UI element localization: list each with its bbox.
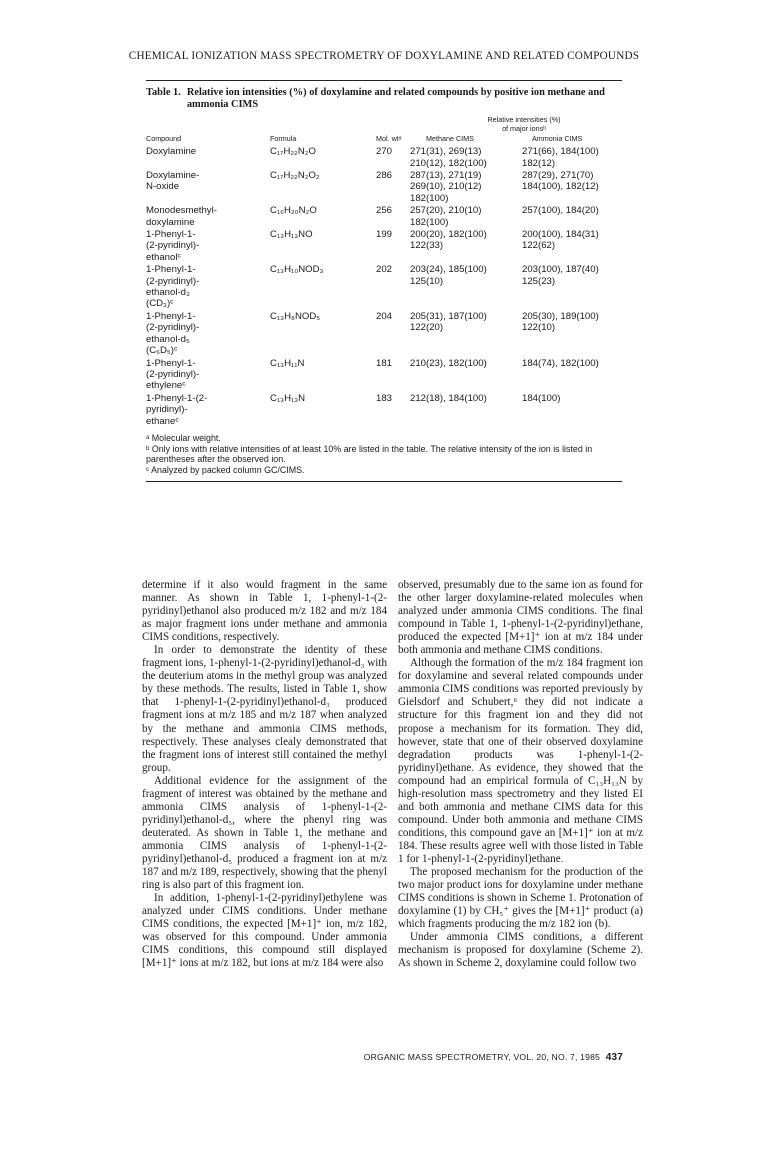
table-row [146,228,622,263]
cell-ammonia-line: 122(10) [522,322,556,334]
cell-compound-line: ethanol-d₅ [146,333,190,345]
journal-citation: ORGANIC MASS SPECTROMETRY, VOL. 20, NO. 7, 1985 [363,1052,601,1062]
cell-methane-line: 210(23), 182(100) [410,357,487,369]
table-top-rule [146,80,622,81]
cell-mol-wt: 286 [376,170,393,181]
cell-compound [146,169,264,204]
paragraph: Additional evidence for the assignment of the fragment of interest was obtained by the methane and ammonia CIMS analysis of 1-phenyl-1-(2-pyridinyl)ethanol-d₅, where the phenyl ring was deuterated. As shown in Table 1, the methane and ammonia CIMS analysis of 1-phenyl-1-(2-pyridinyl)ethanol-d₅ produced a fragment ion at m/z 187 and m/z 189, respectively, showing that the phenyl ring is also part of this fragment ion. [142,774,387,892]
cell-methane [404,392,522,427]
cell-compound [146,392,264,427]
cell-ammonia [522,228,622,263]
cell-mol-wt: 199 [376,229,393,241]
cell-methane-line: 200(20), 182(100) [410,229,487,241]
cell-ammonia [522,145,622,169]
paragraph: observed, presumably due to the same ion as found for the other larger doxylamine-related molecules when analyzed under ammonia CIMS conditions. The final compound in Table 1, 1-phenyl-1-(2-pyridinyl)ethane, produced the expected [M+1]⁺ ion at m/z 184 under both ammonia and methane CIMS conditions. [398,579,643,657]
cell-ammonia [522,357,622,392]
cell-compound-line: (C₆D₅)ᶜ [146,345,178,357]
cell-formula: C₁₃H₈NOD₅ [270,310,321,322]
table-caption-text: Relative ion intensities (%) of doxylamine and related compounds by positive ion methane and ammonia CIMS [186,87,605,110]
running-head: CHEMICAL IONIZATION MASS SPECTROMETRY OF DOXYLAMINE AND RELATED COMPOUNDS [128,50,640,62]
paragraph: Although the formation of the m/z 184 fragment ion for doxylamine and several related compounds under ammonia CIMS conditions was reported previously by Gielsdorf and Schubert,⁶ they did not indicate a structure for this fragment ion and they did not propose a mechanism for its formation. They did, however, state that one of their observed doxylamine degradation products was 1-phenyl-1-(2-pyridinyl)ethane. As evidence, they showed that the compound had an empirical formula of C₁₃H₁₃N by high-resolution mass spectrometry and they listed EI and both ammonia and methane CIMS data for this compound. Under both ammonia and methane CIMS conditions, this compound gave an [M+1]⁺ ion at m/z 184. These results agree well with those listed in Table 1 for 1-phenyl-1-(2-pyridinyl)ethane. [398,657,643,865]
column-header-methane: Methane CIMS [426,134,474,144]
cell-formula: C₁₃H₁₁N [270,357,305,369]
cell-compound-line: 1-Phenyl-1- [146,264,196,276]
table-footnotes [146,433,622,475]
table-body [146,145,622,427]
cell-methane [404,310,522,357]
cell-ammonia-line: 271(66), 184(100) [522,146,599,158]
cell-compound-line: ethyleneᶜ [146,380,186,392]
page-footer [0,1052,623,1063]
cell-formula: C₁₆H₂₀N₂O [270,205,317,217]
cell-compound-line: (2-pyridinyl)- [146,322,200,334]
footnote-a: ᵃ Molecular weight. [146,432,221,443]
page-number: 437 [605,1052,623,1063]
cell-compound [146,357,264,392]
cell-compound-line: (2-pyridinyl)- [146,240,200,252]
table-caption [146,87,622,110]
body-column-right [398,579,643,970]
cell-formula: C₁₇H₂₂N₂O₂ [270,170,320,181]
cell-ammonia-line: 200(100), 184(31) [522,229,599,241]
cell-ammonia [522,310,622,357]
group-header-line-2: of major ionsᵇ [502,123,546,133]
cell-compound-line: 1-Phenyl-1- [146,229,196,241]
cell-ammonia-line: 257(100), 184(20) [522,205,599,217]
cell-ammonia-line: 182(12) [522,157,556,169]
column-header-compound: Compound [146,134,182,144]
cell-compound-line: 1-Phenyl-1- [146,357,196,369]
cell-ammonia [522,169,622,204]
cell-methane [404,228,522,263]
cell-ammonia-line: 205(30), 189(100) [522,310,599,322]
cell-compound-line: ethaneᶜ [146,415,179,427]
cell-methane [404,357,522,392]
table-row [146,145,622,169]
paragraph: determine if it also would fragment in the same manner. As shown in Table 1, 1-phenyl-1-(2-pyridinyl)ethanol also produced m/z 182 and m/z 184 as major fragment ions under methane and ammonia CIMS conditions, respectively. [142,579,387,644]
cell-compound [146,145,264,169]
cell-mol-wt: 183 [376,392,393,404]
table-label: Table 1. [146,87,181,98]
paragraph: Under ammonia CIMS conditions, a different mechanism is proposed for doxylamine (Scheme 2). As shown in Scheme 2, doxylamine could follow two [398,931,643,970]
cell-compound-line: pyridinyl)- [146,404,188,416]
column-header-mol-wt: Mol. wtᵃ [376,134,402,144]
paragraph: In order to demonstrate the identity of these fragment ions, 1-phenyl-1-(2-pyridinyl)ethanol-d₃ with the deuterium atoms in the methyl group was analyzed by these methods. The results, listed in Table 1, show that 1-phenyl-1-(2-pyridinyl)ethanol-d₃ produced fragment ions at m/z 185 and m/z 187 when analyzed by the methane and ammonia CIMS methods, respectively. These analyses clealy demonstrated that the fragment ions of interest still contained the methyl group. [142,644,387,774]
footnote-b: ᵇ Only ions with relative intensities of at least 10% are listed in the table. The relative intensity of the ion is listed in parentheses after the observed ion. [146,443,593,465]
cell-mol-wt: 204 [376,310,393,322]
cell-methane-line: 122(33) [410,240,444,252]
cell-methane [404,263,522,310]
table-row [146,392,622,427]
table-row [146,357,622,392]
table-bottom-rule [146,481,622,482]
column-header-formula: Formula [270,134,297,144]
cell-ammonia-line: 184(100), 182(12) [522,181,599,193]
cell-methane-line: 210(12), 182(100) [410,157,487,169]
cell-methane-line: 182(100) [410,192,449,204]
cell-mol-wt: 181 [376,357,393,369]
footnote-c: ᶜ Analyzed by packed column GC/CIMS. [146,464,305,475]
group-header-line-1: Relative intensities (%) [487,115,561,124]
paragraph: In addition, 1-phenyl-1-(2-pyridinyl)ethylene was analyzed under CIMS conditions. Under methane CIMS conditions, the expected [M+1]⁺ ion, m/z 182, was observed for this compound. Under ammonia CIMS conditions, this compound still displayed [M+1]⁺ ions at m/z 182, but ions at m/z 184 were also [142,892,387,970]
table-row [146,263,622,310]
paragraph: The proposed mechanism for the production of the two major product ions for doxylamine under methane CIMS conditions is shown in Scheme 1. Protonation of doxylamine (1) by CH₅⁺ gives the [M+1]⁺ product (a) which fragments producing the m/z 182 ion (b). [398,866,643,931]
cell-compound-line: Doxylamine- [146,170,200,181]
cell-compound-line: Doxylamine [146,146,197,158]
cell-methane-line: 125(10) [410,275,444,287]
cell-ammonia-line: 287(29), 271(70) [522,170,594,181]
cell-compound-line: (2-pyridinyl)- [146,368,200,380]
cell-formula: C₁₇H₂₂N₂O [270,146,316,158]
cell-compound [146,204,264,228]
cell-compound-line: ethanol-d₃ [146,287,190,299]
cell-compound-line: 1-Phenyl-1-(2- [146,392,208,404]
cell-ammonia [522,263,622,310]
cell-methane-line: 182(100) [410,216,449,228]
table-row [146,169,622,204]
cell-ammonia-line: 203(100), 187(40) [522,264,599,276]
body-column-left [142,579,387,970]
table-group-header [430,116,618,133]
table-row [146,310,622,357]
cell-compound [146,263,264,310]
cell-formula: C₁₃H₁₀NOD₃ [270,264,324,276]
cell-methane-line: 269(10), 210(12) [410,181,482,193]
cell-ammonia [522,204,622,228]
cell-formula: C₁₃H₁₃N [270,392,306,404]
cell-compound-line: ethanolᶜ [146,251,181,263]
cell-mol-wt: 202 [376,264,393,276]
cell-methane-line: 203(24), 185(100) [410,264,487,276]
cell-methane [404,169,522,204]
cell-compound-line: doxylamine [146,216,195,228]
cell-compound [146,310,264,357]
cell-compound-line: Monodesmethyl- [146,205,217,217]
cell-mol-wt: 256 [376,205,393,217]
cell-ammonia-line: 125(23) [522,275,556,287]
cell-methane-line: 257(20), 210(10) [410,205,482,217]
column-header-ammonia: Ammonia CIMS [532,134,583,144]
table-1 [146,80,622,482]
table-row [146,204,622,228]
cell-compound-line: (CD₃)ᶜ [146,298,174,310]
cell-methane-line: 205(31), 187(100) [410,310,487,322]
cell-methane [404,204,522,228]
cell-compound-line: N-oxide [146,181,180,193]
cell-methane-line: 271(31), 269(13) [410,146,482,158]
cell-ammonia-line: 184(74), 182(100) [522,357,599,369]
cell-mol-wt: 270 [376,146,393,158]
cell-formula: C₁₃H₁₃NO [270,229,313,241]
cell-ammonia-line: 184(100) [522,392,561,404]
cell-methane [404,145,522,169]
cell-compound [146,228,264,263]
cell-compound-line: 1-Phenyl-1- [146,310,196,322]
cell-ammonia-line: 122(62) [522,240,556,252]
cell-methane-line: 287(13), 271(19) [410,170,482,181]
cell-ammonia [522,392,622,427]
cell-compound-line: (2-pyridinyl)- [146,275,200,287]
cell-methane-line: 122(20) [410,322,444,334]
cell-methane-line: 212(18), 184(100) [410,392,487,404]
data-table [146,133,622,427]
